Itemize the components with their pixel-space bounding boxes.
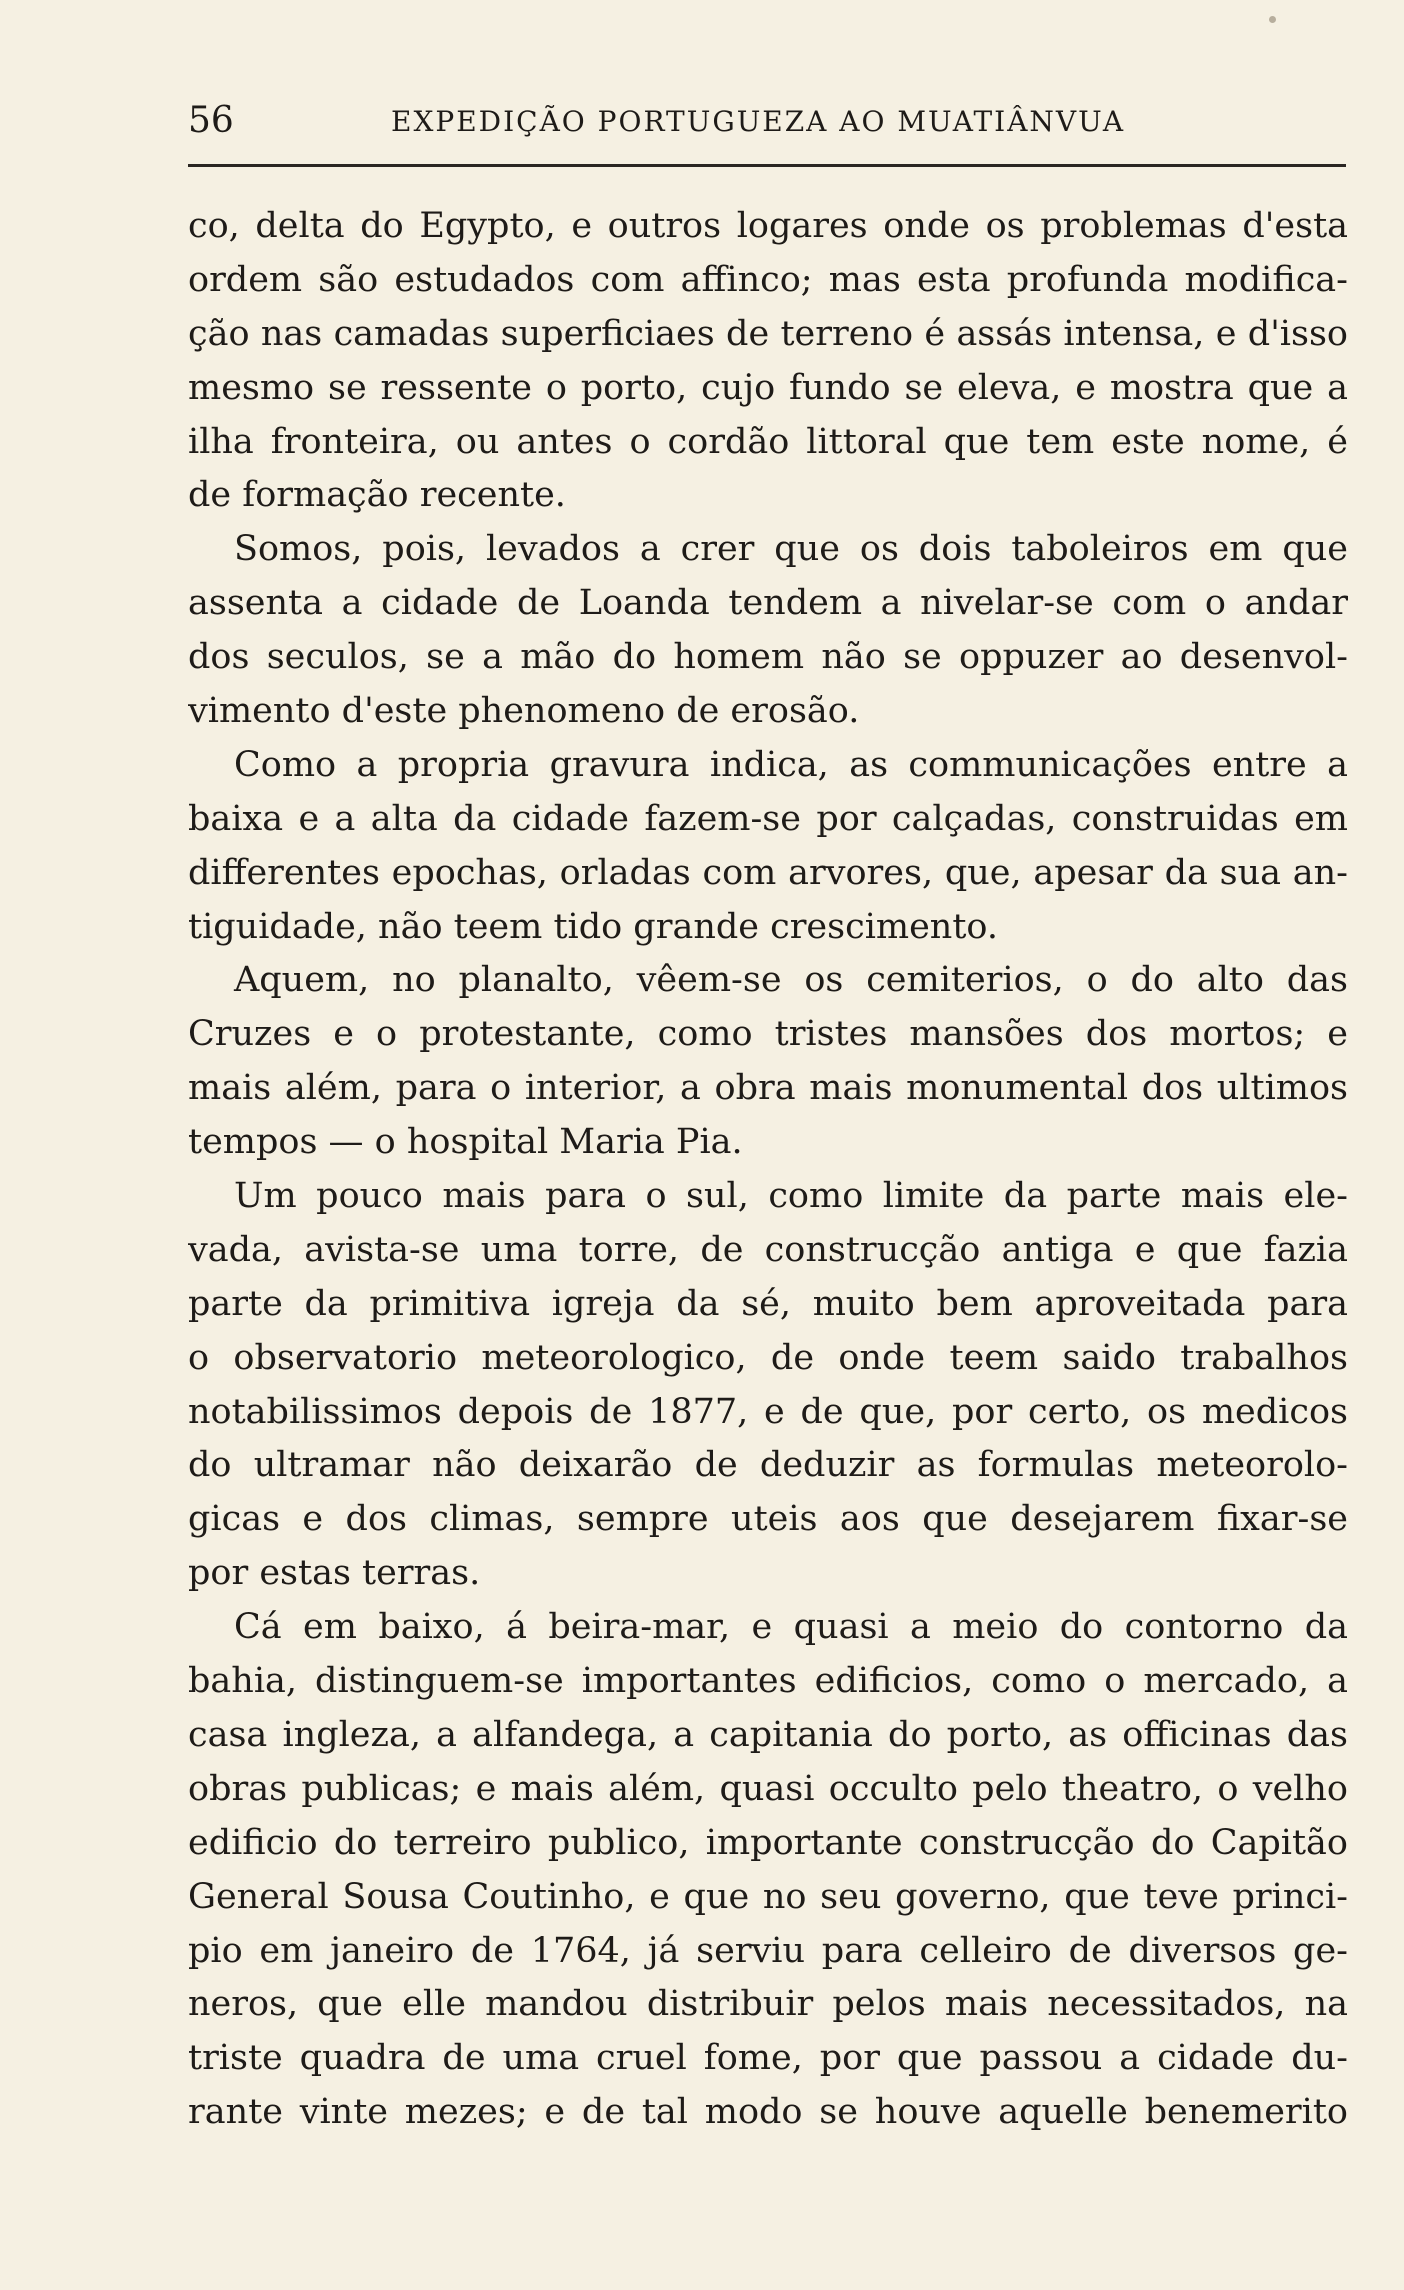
text-line: do ultramar não deixarão de deduzir as formulas meteorolo- <box>188 1445 1348 1486</box>
text-line: dos seculos, se a mão do homem não se oppuzer ao desenvol- <box>188 637 1348 678</box>
text-line: baixa e a alta da cidade fazem-se por calçadas, construidas em <box>188 798 1348 839</box>
text-line: mais além, para o interior, a obra mais monumental dos ultimos <box>188 1068 1348 1109</box>
text-line: Cá em baixo, á beira-mar, e quasi a meio do contorno da <box>234 1607 1348 1648</box>
text-line: Aquem, no planalto, vêem-se os cemiterios, o do alto das <box>234 960 1348 1001</box>
text-line: rante vinte mezes; e de tal modo se houve aquelle benemerito <box>188 2092 1348 2133</box>
text-line: casa ingleza, a alfandega, a capitania do porto, as officinas das <box>188 1714 1348 1755</box>
paper-speck <box>1269 16 1276 23</box>
text-line: obras publicas; e mais além, quasi occulto pelo theatro, o velho <box>188 1768 1348 1809</box>
page-header <box>188 96 1346 146</box>
text-line: gicas e dos climas, sempre uteis aos que desejarem fixar-se <box>188 1499 1348 1540</box>
text-line: Somos, pois, levados a crer que os dois taboleiros em que <box>234 529 1348 570</box>
text-line: mesmo se ressente o porto, cujo fundo se eleva, e mostra que a <box>188 367 1348 408</box>
header-rule <box>188 164 1346 167</box>
text-line: por estas terras. <box>188 1553 481 1594</box>
text-line: notabilissimos depois de 1877, e de que, por certo, os medicos <box>188 1391 1348 1432</box>
text-line: parte da primitiva igreja da sé, muito bem aproveitada para <box>188 1283 1348 1324</box>
text-line: pio em janeiro de 1764, já serviu para celleiro de diversos ge- <box>188 1930 1348 1971</box>
text-line: vimento d'este phenomeno de erosão. <box>188 691 860 732</box>
text-line: neros, que elle mandou distribuir pelos mais necessitados, na <box>188 1984 1348 2025</box>
body-text <box>188 200 1348 2140</box>
text-line: General Sousa Coutinho, e que no seu governo, que teve princi- <box>188 1876 1348 1917</box>
text-line: Como a propria gravura indica, as communicações entre a <box>234 744 1348 785</box>
text-line: tiguidade, não teem tido grande crescimento. <box>188 906 998 947</box>
text-line: vada, avista-se uma torre, de construcção antiga e que fazia <box>188 1229 1348 1270</box>
text-line: ilha fronteira, ou antes o cordão littoral que tem este nome, é <box>188 421 1348 462</box>
text-line: de formação recente. <box>188 475 566 516</box>
text-line: ordem são estudados com affinco; mas esta profunda modifica- <box>188 259 1348 300</box>
text-line: ção nas camadas superficiaes de terreno é assás intensa, e d'isso <box>188 313 1348 354</box>
text-line: Um pouco mais para o sul, como limite da parte mais ele- <box>234 1176 1348 1217</box>
page-number: 56 <box>188 100 234 141</box>
text-line: tempos — o hospital Maria Pia. <box>188 1122 743 1163</box>
text-line: differentes epochas, orladas com arvores, que, apesar da sua an- <box>188 852 1348 893</box>
text-line: triste quadra de uma cruel fome, por que passou a cidade du- <box>188 2038 1348 2079</box>
text-line: o observatorio meteorologico, de onde teem saido trabalhos <box>188 1337 1348 1378</box>
text-line: bahia, distinguem-se importantes edificios, como o mercado, a <box>188 1661 1348 1702</box>
text-line: assenta a cidade de Loanda tendem a nivelar-se com o andar <box>188 583 1348 624</box>
text-line: edificio do terreiro publico, importante construcção do Capitão <box>188 1822 1348 1863</box>
text-line: Cruzes e o protestante, como tristes mansões dos mortos; e <box>188 1014 1348 1055</box>
running-title: EXPEDIÇÃO PORTUGUEZA AO MUATIÂNVUA <box>391 105 1126 138</box>
text-line: co, delta do Egypto, e outros logares onde os problemas d'esta <box>188 206 1348 246</box>
